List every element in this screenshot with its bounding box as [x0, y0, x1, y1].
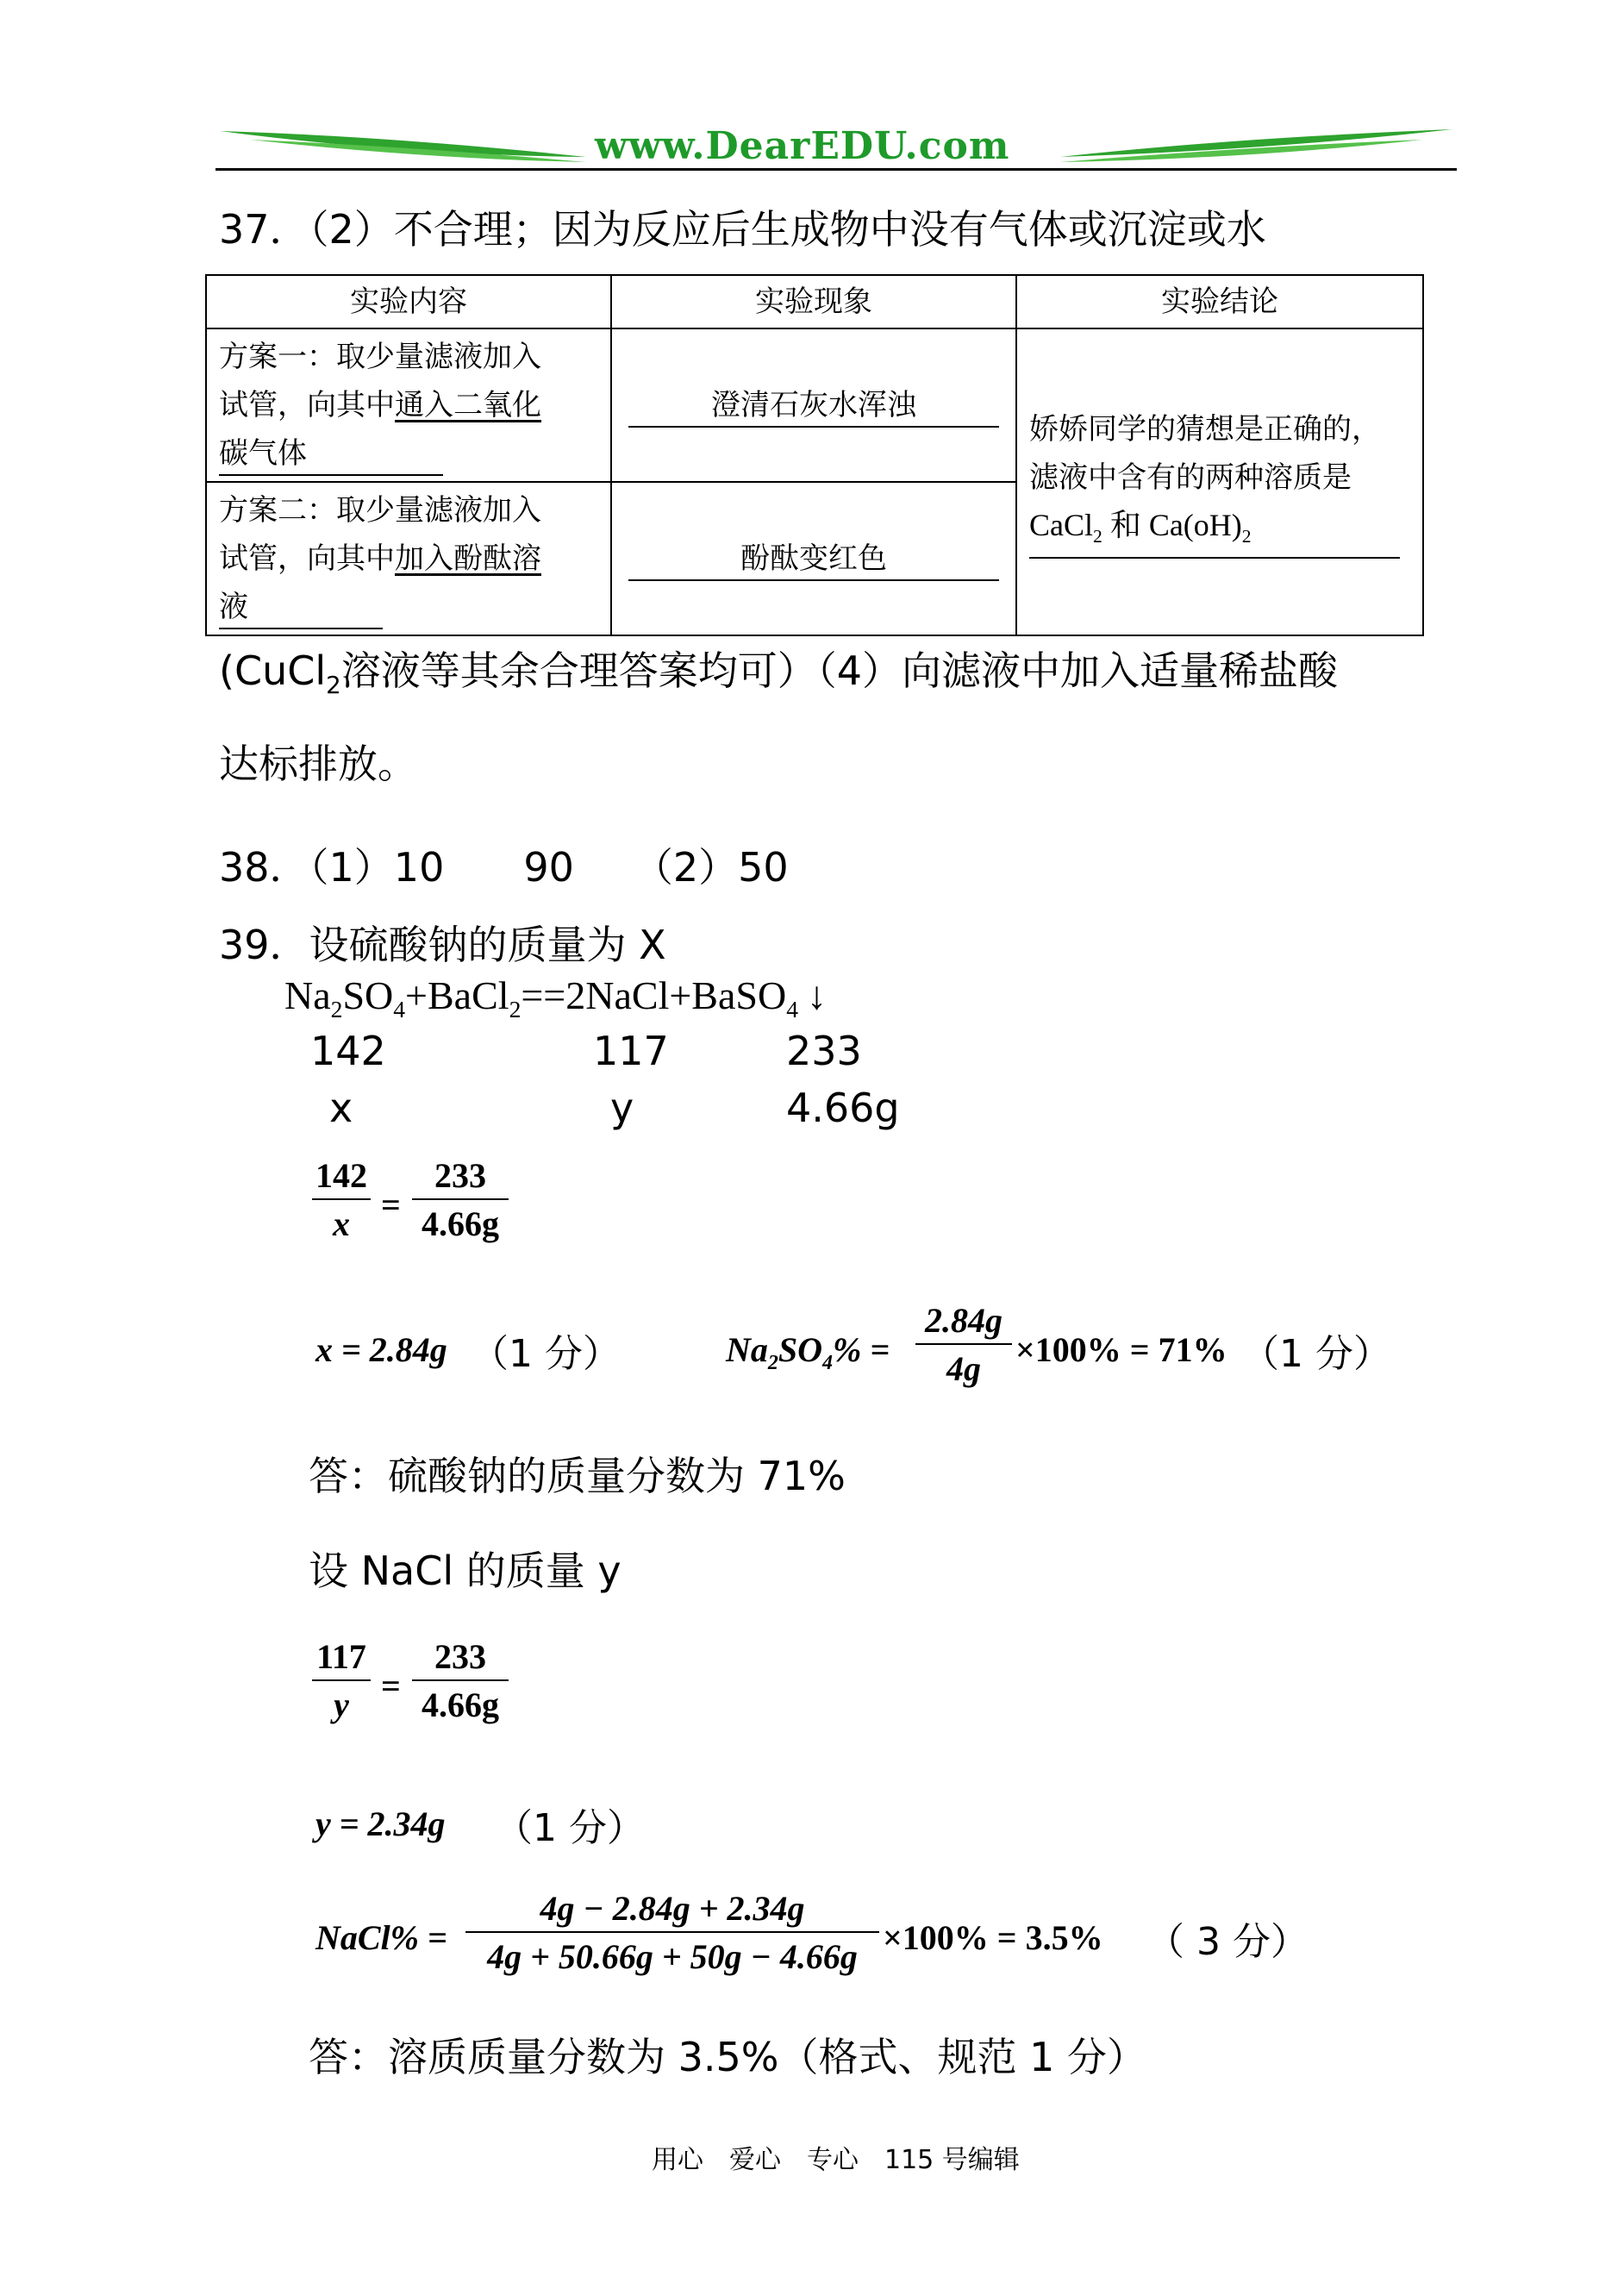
conclusion-formula	[1029, 504, 1400, 559]
na2so4-tail: ×100% = 71%	[1015, 1330, 1227, 1369]
conclusion-caoh: 和 Ca(oH)	[1102, 507, 1242, 542]
row2-content-fill-b: 液	[219, 586, 383, 629]
col-header-conclusion: 实验结论	[1016, 275, 1423, 328]
precipitate-arrow-icon: ↓	[806, 973, 827, 1017]
row2-content-prefix: 试管，向其中	[219, 541, 395, 576]
row1-phenomenon-cell	[611, 328, 1016, 482]
row2-content-line-a: 方案二：取少量滤液加入	[219, 493, 541, 528]
site-logo-text: www.DearEDU.com	[595, 124, 1010, 168]
var-y: y	[610, 1085, 634, 1131]
row1-content	[206, 328, 611, 482]
eq-so: SO	[342, 973, 394, 1017]
row1-content-line-c	[219, 429, 598, 478]
na2so4-sub1: 2	[767, 1352, 778, 1374]
q37-after-table	[219, 640, 1338, 699]
na2so4-bar	[915, 1343, 1012, 1345]
row1-content-prefix: 试管，向其中	[219, 388, 395, 422]
col-header-content: 实验内容	[206, 275, 611, 328]
q37-part4: 溶液等其余合理答案均可）（4）向滤液中加入适量稀盐酸	[340, 647, 1338, 694]
row1-content-line-b	[219, 381, 598, 429]
cucl-sub: 2	[326, 671, 341, 700]
mass-466: 4.66g	[786, 1085, 900, 1131]
fraction-142-x	[312, 1155, 371, 1245]
col-header-phenomenon: 实验现象	[611, 275, 1016, 328]
mass-117: 117	[593, 1028, 669, 1074]
frac2-rnum: 233	[434, 1637, 486, 1676]
reaction-equation	[284, 972, 827, 1023]
conclusion-cell	[1016, 328, 1423, 635]
row2-content-fill-a: 加入酚酞溶	[395, 541, 541, 576]
row1-content-fill-b: 碳气体	[219, 433, 443, 476]
row1-content-line-a: 方案一：取少量滤液加入	[219, 340, 541, 374]
na2so4-na: Na	[726, 1330, 768, 1369]
frac1-rbar	[412, 1198, 509, 1200]
cucl-prefix: (CuCl	[219, 647, 327, 694]
conclusion-sub2: 2	[1241, 526, 1252, 547]
frac2-num: 117	[316, 1637, 366, 1676]
header-rule	[215, 168, 1457, 171]
frac1-bar	[312, 1198, 371, 1200]
answer-2: 答：溶质质量分数为 3.5%（格式、规范 1 分）	[309, 2034, 1146, 2080]
nacl-label: NaCl% =	[315, 1918, 447, 1957]
na2so4-sub2: 4	[822, 1352, 834, 1374]
nacl-den: 4g + 50.66g + 50g − 4.66g	[487, 1937, 858, 1976]
q37-end: 达标排放。	[219, 741, 417, 787]
row2-content-line-b	[219, 535, 598, 583]
row2-content	[206, 482, 611, 635]
eq-products: ==2NaCl+BaSO	[521, 973, 787, 1017]
nacl-fraction	[465, 1888, 879, 1978]
mass-233: 233	[786, 1028, 862, 1074]
nacl-score: （ 3 分）	[1146, 1920, 1309, 1964]
eq-sub2: 4	[393, 996, 406, 1023]
eq-sub3: 2	[509, 996, 522, 1023]
y-score: （1 分）	[495, 1806, 645, 1850]
conclusion-line-c	[1029, 502, 1410, 559]
x-result: x = 2.84g	[315, 1330, 447, 1369]
frac2-bar	[312, 1679, 371, 1681]
na2so4-percent	[726, 1329, 890, 1375]
row1-content-fill-a: 通入二氧化	[395, 388, 541, 422]
eq-sub4: 4	[786, 996, 798, 1023]
nacl-num: 4g − 2.84g + 2.34g	[540, 1889, 805, 1928]
equals-1: =	[381, 1185, 401, 1224]
equals-2: =	[381, 1667, 401, 1705]
frac1-num: 142	[315, 1156, 367, 1195]
row2-phenomenon-cell	[611, 482, 1016, 635]
q37-line1: 37．（2）不合理；因为反应后生成物中没有气体或沉淀或水	[219, 206, 1266, 253]
answer-1: 答：硫酸钠的质量分数为 71%	[309, 1453, 846, 1499]
conclusion-line-b: 滤液中含有的两种溶质是	[1029, 460, 1352, 495]
frac1-rden: 4.66g	[422, 1204, 499, 1243]
x-score: （1 分）	[471, 1332, 621, 1376]
row1-phenomenon: 澄清石灰水浑浊	[628, 385, 999, 428]
eq-na: Na	[284, 973, 331, 1017]
mass-142: 142	[310, 1028, 386, 1074]
header-swoosh-left	[215, 121, 595, 172]
q39-intro: 39．设硫酸钠的质量为 X	[219, 922, 666, 968]
row2-content-line-c	[219, 583, 598, 631]
eq-bacl: +BaCl	[405, 973, 509, 1017]
nacl-tail: ×100% = 3.5%	[883, 1918, 1103, 1957]
na2so4-score: （1 分）	[1241, 1332, 1391, 1376]
var-x: x	[329, 1085, 353, 1131]
fraction-233-466-b	[412, 1636, 509, 1726]
nacl-bar	[465, 1931, 879, 1933]
q38-line: 38．（1）10 90 （2）50	[219, 844, 789, 891]
frac2-rden: 4.66g	[422, 1685, 499, 1724]
na2so4-eq: % =	[833, 1330, 890, 1369]
frac1-rnum: 233	[434, 1156, 486, 1195]
set-nacl: 设 NaCl 的质量 y	[309, 1548, 621, 1594]
na2so4-num: 2.84g	[925, 1301, 1003, 1340]
frac1-den: x	[333, 1204, 350, 1243]
page-footer: 用心 爱心 专心 115 号编辑	[652, 2145, 1020, 2175]
conclusion-cacl: CaCl	[1029, 507, 1094, 542]
na2so4-den: 4g	[946, 1349, 981, 1388]
experiment-table	[205, 274, 1424, 636]
conclusion-sub1: 2	[1093, 526, 1102, 547]
fraction-233-466	[412, 1155, 509, 1245]
fraction-117-y	[312, 1636, 371, 1726]
frac2-den: y	[334, 1685, 349, 1724]
eq-sub1: 2	[330, 996, 343, 1023]
header-swoosh-right	[1060, 121, 1457, 172]
na2so4-fraction	[915, 1300, 1012, 1390]
conclusion-line-a: 娇娇同学的猜想是正确的，	[1029, 411, 1381, 447]
header-banner	[215, 121, 1457, 172]
na2so4-so: SO	[778, 1330, 823, 1369]
row2-phenomenon: 酚酞变红色	[628, 538, 999, 581]
y-result: y = 2.34g	[315, 1804, 446, 1843]
frac2-rbar	[412, 1679, 509, 1681]
